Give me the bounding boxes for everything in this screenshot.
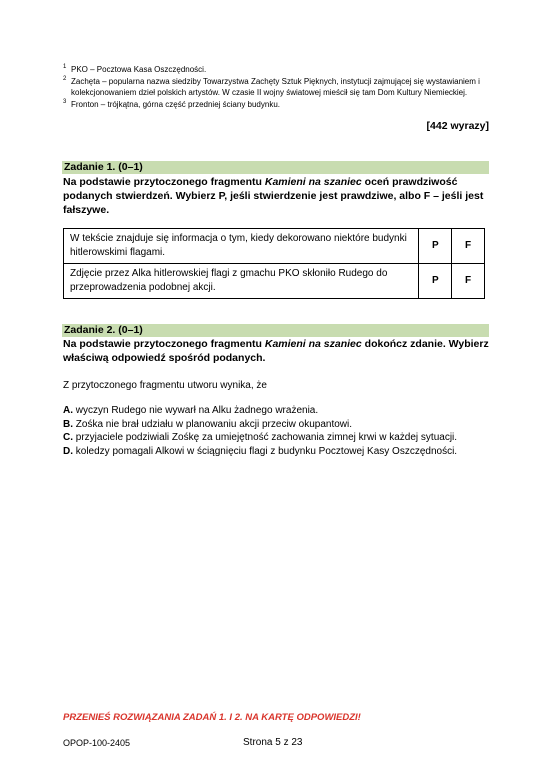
statement-2: Zdjęcie przez Alka hitlerowskiej flagi z gmachu PKO skłoniło Rudego do przeprowadzenia podobnej akcji. xyxy=(64,264,419,299)
option-p-1[interactable]: P xyxy=(419,229,452,264)
footnote-2 xyxy=(63,76,493,99)
option-text: Zośka nie brał udziału w planowaniu akcji przeciw okupantowi. xyxy=(73,418,353,430)
option-letter: A. xyxy=(63,405,73,416)
answer-options xyxy=(63,404,503,458)
exam-code: OPOP-100-2405 xyxy=(63,738,131,748)
table-row xyxy=(64,229,485,264)
option-letter: D. xyxy=(63,445,73,457)
answer-option-b[interactable] xyxy=(63,418,503,432)
book-title: Kamieni na szaniec xyxy=(264,176,362,188)
footnote-text: Zachęta – popularna nazwa siedziby Towarzystwa Zachęty Sztuk Pięknych, instytucji zajmującej się wystawianiem i kolekcjonowaniem dzieł polskich artystów. W czasie II wojny światowej mieścił się tam Dom Kultury Niemieckiej. xyxy=(71,76,480,97)
page-number: Strona 5 z 23 xyxy=(243,737,303,748)
instruction-text: oceń prawdziwość podanych stwierdzeń. Wybierz P, jeśli stwierdzenie jest prawdziwe, albo F – jeśli jest fałszywe. xyxy=(63,176,484,216)
footnote-1 xyxy=(63,64,493,76)
task-2-header: Zadanie 2. (0–1) xyxy=(62,324,489,337)
option-p-2[interactable]: P xyxy=(419,264,452,299)
footnote-3 xyxy=(63,99,493,111)
instruction-text: Na podstawie przytoczonego fragmentu xyxy=(63,338,265,350)
transfer-answers-note: PRZENIEŚ ROZWIĄZANIA ZADAŃ 1. I 2. NA KARTĘ ODPOWIEDZI! xyxy=(63,712,361,723)
task-1-instruction xyxy=(63,175,491,217)
statement-1: W tekście znajduje się informacja o tym, kiedy dekorowano niektóre budynki hitlerowskimi flagami. xyxy=(64,229,419,264)
option-f-1[interactable]: F xyxy=(452,229,485,264)
task-1-header: Zadanie 1. (0–1) xyxy=(62,161,489,174)
book-title: Kamieni na szaniec xyxy=(264,338,362,350)
word-count: [442 wyrazy] xyxy=(426,120,489,132)
footnote-text: PKO – Pocztowa Kasa Oszczędności. xyxy=(71,65,207,74)
option-f-2[interactable]: F xyxy=(452,264,485,299)
option-letter: B. xyxy=(63,418,73,430)
footnote-number: 1 xyxy=(63,64,67,70)
footnotes xyxy=(63,64,493,110)
instruction-text: Na podstawie przytoczonego fragmentu xyxy=(63,176,265,188)
option-letter: C. xyxy=(63,432,73,443)
true-false-table xyxy=(63,228,485,299)
instruction-text: dokończ zdanie. Wybierz właściwą odpowiedź spośród podanych. xyxy=(63,338,489,364)
answer-option-d[interactable] xyxy=(63,445,503,459)
question-lead: Z przytoczonego fragmentu utworu wynika, że xyxy=(63,380,267,391)
footnote-number: 2 xyxy=(63,75,67,82)
answer-option-c[interactable] xyxy=(63,431,503,445)
option-text: przyjaciele podziwiali Zośkę za umiejętność zachowania zimnej krwi w każdej sytuacji. xyxy=(73,432,458,443)
answer-option-a[interactable] xyxy=(63,404,503,418)
footnote-number: 3 xyxy=(63,98,67,105)
task-2-instruction xyxy=(63,337,491,365)
option-text: koledzy pomagali Alkowi w ściągnięciu flagi z budynku Pocztowej Kasy Oszczędności. xyxy=(73,445,458,457)
option-text: wyczyn Rudego nie wywarł na Alku żadnego wrażenia. xyxy=(73,405,319,416)
table-row xyxy=(64,264,485,299)
footnote-text: Fronton – trójkątna, górna część przedniej ściany budynku. xyxy=(71,99,281,109)
